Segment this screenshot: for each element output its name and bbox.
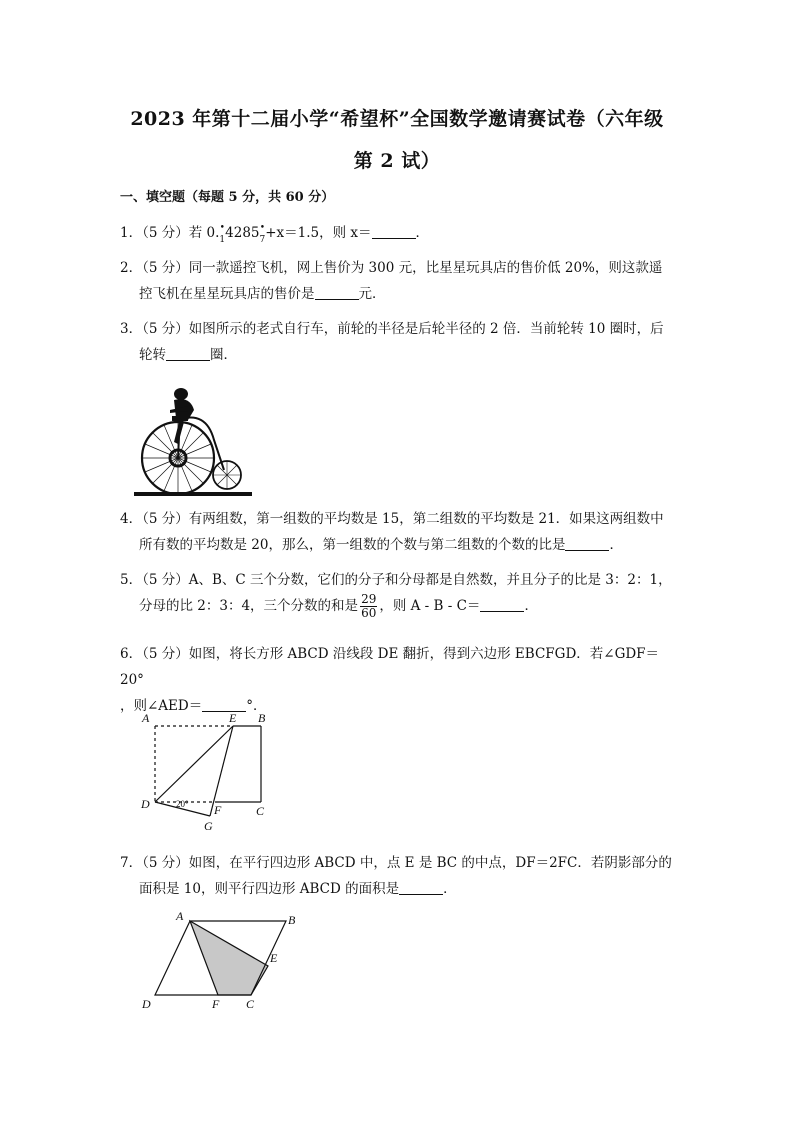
q6-label-D: D — [141, 797, 150, 811]
q1-number: 1． — [120, 225, 143, 241]
q4-line1: （5 分）有两组数，第一组数的平均数是 15，第二组数的平均数是 21．如果这两组数中 — [142, 511, 664, 527]
q1-text-a: （5 分）若 0. — [142, 225, 220, 241]
q7-label-A: A — [176, 909, 184, 923]
q7-number: 7． — [120, 855, 143, 871]
question-5 — [120, 567, 680, 620]
q7-line2b: ． — [443, 881, 457, 897]
q7-line2a: 面积是 10，则平行四边形 ABCD 的面积是 — [139, 881, 400, 897]
q7-answer-blank — [399, 879, 443, 895]
q4-line2a: 所有数的平均数是 20，那么，第一组数的个数与第二组数的个数的比是 — [139, 537, 566, 553]
q6-fold-figure — [136, 706, 286, 836]
q3-line1: （5 分）如图所示的老式自行车，前轮的半径是后轮半径的 2 倍．当前轮转 10 圈时，后 — [142, 321, 664, 337]
q5-answer-blank — [480, 596, 524, 612]
q6-angle-label: 20° — [176, 799, 189, 809]
q6-label-C: C — [256, 804, 265, 818]
q5-fraction-numerator: 29 — [361, 592, 377, 606]
q2-line1: （5 分）同一款遥控飞机，网上售价为 300 元，比星星玩具店的售价低 20%，则这款遥 — [142, 260, 663, 276]
q6-line1: （5 分）如图，将长方形 ABCD 沿线段 DE 翻折，得到六边形 EBCFGD．若∠GDF＝20° — [120, 646, 660, 688]
question-4 — [120, 506, 680, 558]
q5-number: 5． — [120, 572, 143, 588]
q5-line2c: ． — [524, 598, 538, 614]
q6-number: 6． — [120, 646, 143, 662]
q2-number: 2． — [120, 260, 143, 276]
q1-text-tail: +x＝1.5，则 x＝ — [265, 225, 372, 241]
q6-line2a: ，则∠AED＝ — [120, 698, 203, 714]
q6-label-F: F — [214, 803, 222, 817]
penny-farthing-image — [134, 380, 254, 498]
q7-label-D: D — [142, 997, 151, 1011]
q5-line2b: ，则 A - B - C＝ — [379, 598, 481, 614]
exam-title-line2: 第 2 试） — [353, 150, 441, 172]
q6-label-B: B — [258, 711, 266, 725]
exam-title-line1: 2023 年第十二届小学“希望杯”全国数学邀请赛试卷（六年级 — [130, 108, 664, 130]
q4-answer-blank — [565, 535, 609, 551]
q7-parallelogram-figure — [136, 906, 316, 1016]
q3-line2b: 圈． — [210, 347, 237, 363]
q3-answer-blank — [166, 345, 210, 361]
q2-line2b: 元． — [358, 286, 386, 302]
question-3 — [120, 316, 680, 368]
q1-answer-blank — [372, 223, 416, 239]
q4-line2b: ． — [609, 537, 623, 553]
question-2 — [120, 255, 680, 307]
q5-fraction — [360, 593, 377, 620]
q6-line2b: °． — [246, 698, 267, 714]
q7-label-F: F — [212, 997, 220, 1011]
question-1 — [120, 220, 680, 253]
q2-answer-blank — [315, 284, 359, 300]
q4-number: 4． — [120, 511, 143, 527]
q1-repeat-digit-1: • 1 — [219, 227, 225, 253]
q3-number: 3． — [120, 321, 143, 337]
q5-line2a: 分母的比 2：3：4，三个分数的和是 — [139, 598, 359, 614]
q5-fraction-denominator: 60 — [361, 606, 377, 620]
q6-label-E: E — [229, 711, 237, 725]
q1-repeat-digit-2: • 7 — [260, 227, 266, 253]
q7-label-E: E — [270, 951, 278, 965]
q6-label-A: A — [142, 711, 150, 725]
q7-label-C: C — [246, 997, 255, 1011]
q1-text-mid: 4285 — [225, 225, 260, 241]
question-7 — [120, 850, 680, 902]
q7-line1: （5 分）如图，在平行四边形 ABCD 中，点 E 是 BC 的中点，DF＝2FC．若阴影部分的 — [142, 855, 672, 871]
q5-line1: （5 分）A、B、C 三个分数，它们的分子和分母都是自然数，并且分子的比是 3：2：1， — [142, 572, 672, 588]
q3-line2a: 轮转 — [139, 347, 166, 363]
q1-text-end: ． — [415, 225, 430, 241]
q6-label-G: G — [204, 819, 213, 833]
q2-line2a: 控飞机在星星玩具店的售价是 — [139, 286, 315, 302]
q7-label-B: B — [288, 913, 296, 927]
section-heading: 一、填空题（每题 5 分，共 60 分） — [120, 190, 335, 205]
